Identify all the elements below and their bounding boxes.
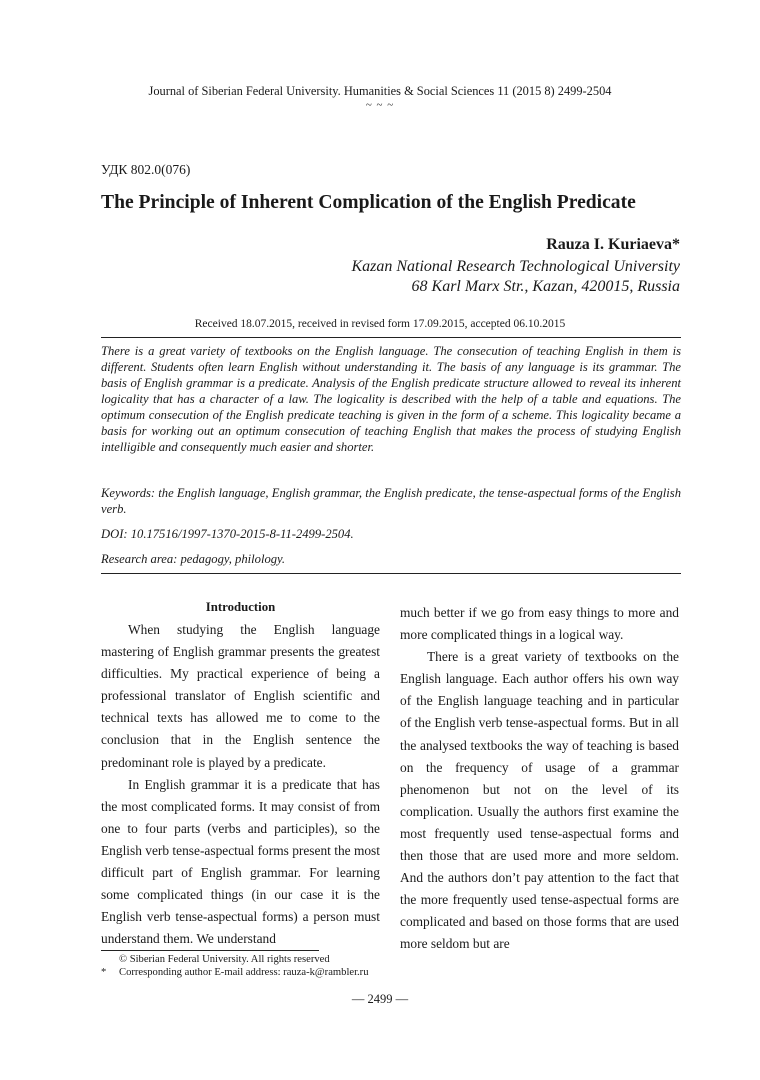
- keywords: Keywords: the English language, English grammar, the English predicate, the tense-aspectual forms of the English verb.: [101, 486, 681, 516]
- body-paragraph: There is a great variety of textbooks on the English language. Each author offers his own way of the English language teaching and in particular of the English verb tense-aspectual forms. But in all the analysed textbooks the way of teaching is based on the frequency of usage of a grammar phenomenon but not on the level of its complication. Usually the authors first examine the most frequently used tense-aspectual forms and then those that are used more and more seldom. And the authors don’t pay attention to the fact that the more frequently used tense-aspectual forms are complicated and based on those forms that are used more seldom but are: [400, 649, 679, 952]
- received-dates: Received 18.07.2015, received in revised form 17.09.2015, accepted 06.10.2015: [194, 318, 566, 330]
- header-separator: ~ ~ ~: [365, 99, 395, 111]
- body-paragraph: much better if we go from easy things to more and more complicated things in a logical way.: [400, 605, 679, 643]
- corresponding-author-footnote: [101, 967, 369, 978]
- body-paragraph: In English grammar it is a predicate that has the most complicated forms. It may consist of from one to four parts (verbs and participles), so the English verb tense-aspectual forms present the most difficult part of English grammar. For learning some complicated things (in our case it is the English verb tense-aspectual forms) a person must understand them. We understand: [101, 776, 380, 947]
- left-column: [101, 597, 380, 950]
- journal-header: Journal of Siberian Federal University. Humanities & Social Sciences 11 (2015 8) 2499-2504: [148, 84, 612, 98]
- author-address: 68 Karl Marx Str., Kazan, 420015, Russia: [411, 278, 680, 295]
- section-heading-introduction: Introduction: [205, 600, 276, 614]
- abstract-top-rule: [101, 337, 681, 338]
- abstract-bottom-rule: [101, 573, 681, 574]
- footnote-rule: [101, 950, 319, 951]
- udk-code: УДК 802.0(076): [101, 162, 191, 177]
- page-number: — 2499 —: [351, 992, 409, 1006]
- footnote-star: *: [101, 967, 107, 978]
- right-column: [400, 602, 679, 956]
- research-area: Research area: pedagogy, philology.: [101, 552, 286, 566]
- copyright-footnote: © Siberian Federal University. All rights reserved: [119, 954, 330, 965]
- author-affiliation: Kazan National Research Technological University: [351, 258, 680, 275]
- abstract: There is a great variety of textbooks on the English language. The consecution of teaching English in them is different. Students often learn English without understanding it. The basis of any language is its grammar. The basis of English grammar is a predicate. Analysis of the English predicate structure allowed to reveal its inherent logicality that has a character of a law. The logicality is described with the help of a table and equations. The optimum consecution of the English predicate teaching is given in the form of a scheme. This logicality became a basis for working out an optimum consecution of teaching English that makes the process of studying English intelligible and consequently much easier and shorter.: [101, 344, 681, 454]
- body-paragraph: When studying the English language mastering of English grammar presents the greatest difficulties. My practical experience of being a professional translator of English scientific and technical texts has allowed me to come to the conclusion that in the English sentence the predominant role is played by a predicate.: [101, 622, 380, 770]
- paper-title: The Principle of Inherent Complication of the English Predicate: [101, 192, 636, 213]
- author-name: Rauza I. Kuriaeva*: [546, 236, 680, 253]
- corresponding-author-email: Corresponding author E-mail address: rauza-k@rambler.ru: [119, 967, 369, 978]
- doi: DOI: 10.17516/1997-1370-2015-8-11-2499-2504.: [101, 527, 354, 541]
